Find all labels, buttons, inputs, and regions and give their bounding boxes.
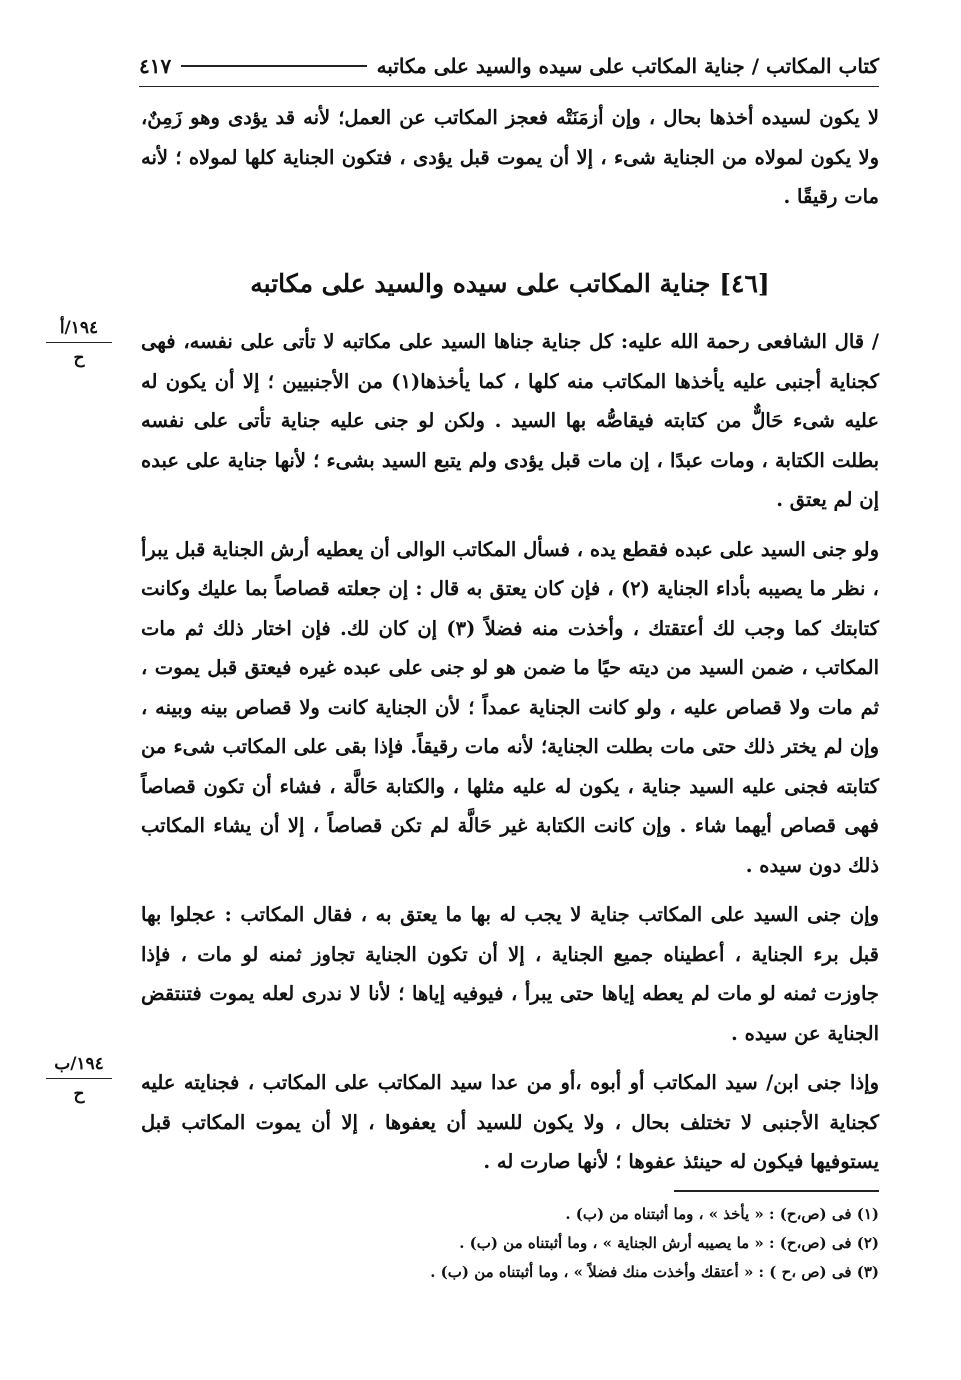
section-body (141, 322, 879, 1182)
continuation-paragraph-block (141, 98, 879, 217)
folio-divider (46, 342, 112, 343)
page-number: ٤١٧ (139, 54, 172, 78)
paragraph-3: وإن جنى السيد على المكاتب جناية لا يجب له بها ما يعتق به ، فقال المكاتب : عجلوا بها قبل برء الجناية ، أعطيناه جميع الجناية ، إلا أن تكون الجناية تجاوز ثمنه لو مات ، فإذا جاوزت ثمنه لو مات لم يعطه إياها حتى يبرأ ، فيوفيه إياها ؛ لأنا لا ندرى لعله يموت فتنتقض الجناية عن سيده . (141, 903, 879, 1045)
margin-folio-ref (40, 1052, 118, 1107)
footnote-1: (١) فى (ص،ح) : « يأخذ » ، وما أثبتناه من (ب) . (565, 1205, 879, 1223)
running-title: كتاب المكاتب / جناية المكاتب على سيده والسيد على مكاتبه (376, 54, 879, 78)
section-heading: [٤٦] جناية المكاتب على سيده والسيد على مكاتبه (250, 269, 770, 298)
manuscript-siglum: ح (73, 1084, 85, 1104)
margin-folio-ref (40, 316, 118, 371)
paragraph-2: ولو جنى السيد على عبده فقطع يده ، فسأل المكاتب الوالى أن يعطيه أرش الجناية قبل يبرأ ، نظر ما يصيبه بأداء الجناية (٢) ، فإن كان يعتق به قال : إن جعلته قصاصاً بما عليك وكانت كتابتك كما وجب لك أعتقتك ، وأخذت منه فضلاً (٣) إن كان لك. فإن اختار ذلك ثم مات المكاتب ، ضمن السيد من ديته حيًا ما ضمن هو لو جنى على عبده غيره فيعتق قبل يموت ، ثم مات ولا قصاص عليه ، ولو كانت الجناية عمداً ؛ لأن الجناية كانت ولا قصاص بينه وبينه ، وإن لم يختر ذلك حتى مات بطلت الجناية؛ لأنه مات رقيقاً. فإذا بقى على المكاتب شىء من كتابته فجنى عليه السيد جناية ، يكون له عليه مثلها ، والكتابة حَالَّة ، فشاء أن تكون قصاصاً فهى قصاص أيهما شاء . وإن كانت الكتابة غير حَالَّة لم تكن قصاصاً ، إلا أن يشاء المكاتب ذلك دون سيده . (141, 537, 879, 877)
footnote-separator (674, 1190, 879, 1192)
folio-divider (46, 1078, 112, 1079)
header-rule (181, 65, 366, 67)
manuscript-siglum: ح (73, 348, 85, 368)
paragraph-1: / قال الشافعى رحمة الله عليه: كل جناية جناها السيد على مكاتبه لا تأتى على نفسه، فهى كجناية أجنبى عليه يأخذها المكاتب منه كلها ، كما يأخذها(١) من الأجنبيين ؛ إلا أن يكون له عليه شىء حَالٌّ من كتابته فيقاصُّه بها السيد . ولكن لو جنى عليه جناية تأتى على نفسه بطلت الكتابة ، ومات عبدًا ، إن مات قبل يؤدى ولم يتبع السيد بشىء ؛ لأنها جناية على عبده إن لم يعتق . (141, 330, 879, 511)
footnote-3: (٣) فى (ص ،ح ) : « أعتقك وأخذت منك فضلاً » ، وما أثبتناه من (ب) . (430, 1263, 879, 1281)
folio-number: ١٩٤/ب (54, 1054, 104, 1074)
folio-number: ١٩٤/أ (59, 318, 99, 338)
footnotes (139, 1200, 879, 1287)
running-header (139, 46, 879, 87)
continuation-paragraph: لا يكون لسيده أخذها بحال ، وإن أزمَنَتْه فعجز المكاتب عن العمل؛ لأنه قد يؤدى وهو زَمِنٌ، ولا يكون لمولاه من الجناية شىء ، إلا أن يموت قبل يؤدى ، فتكون الجناية كلها لمولاه ؛ لأنه مات رقيقًا . (141, 106, 879, 208)
footnote-2: (٢) فى (ص،ح) : « ما يصيبه أرش الجناية » ، وما أثبتناه من (ب) . (459, 1234, 879, 1252)
paragraph-4: وإذا جنى ابن/ سيد المكاتب أو أبوه ،أو من عدا سيد المكاتب على المكاتب ، فجنايته عليه كجناية الأجنبى لا تختلف بحال ، ولا يكون للسيد أن يعفوها ، إلا أن يموت المكاتب قبل يستوفيها فيكون له حينئذ عفوها ؛ لأنها صارت له . (141, 1071, 879, 1173)
